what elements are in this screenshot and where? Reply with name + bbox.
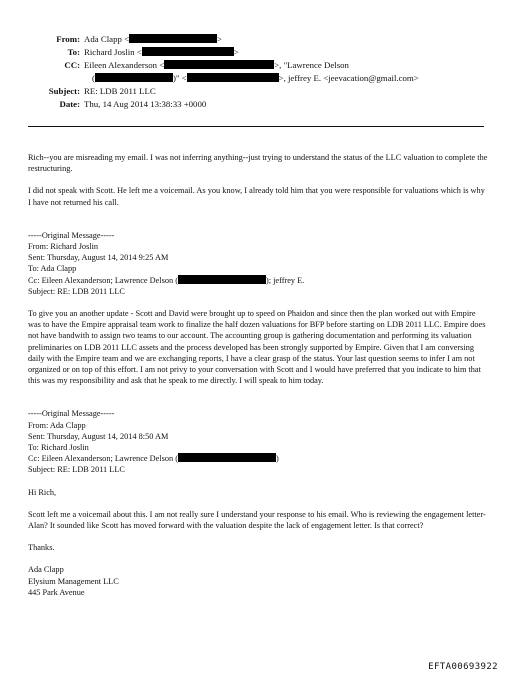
quoted-to: To: Richard Joslin [28, 443, 89, 453]
redaction-bar [129, 34, 217, 43]
quoted-subject: Subject: RE: LDB 2011 LLC [28, 465, 125, 475]
email-header [0, 33, 512, 111]
subject-value: RE: LDB 2011 LLC [84, 86, 156, 96]
from-label: From: [56, 34, 80, 44]
header-subject-row [0, 85, 512, 98]
to-value: Richard Joslin < [84, 47, 142, 57]
header-cc-row-2: ( )" < >, jeffrey E. <jeevacation@gmail.com> [92, 73, 419, 83]
redaction-bar [142, 47, 234, 56]
quoted-from: From: Ada Clapp [28, 420, 86, 430]
body-paragraph: Scott left me a voicemail about this. I am not really sure I understand your response to his email. Who is reviewing the engagement letter-Alan? It sounded like Scott has moved forward with the valuation despite the lack of engagement letter. Is that correct? [28, 509, 486, 531]
quoted-cc: Cc: Eileen Alexanderson; Lawrence Delson ( ); jeffrey E. [28, 275, 305, 285]
original-message-separator: -----Original Message----- [28, 230, 115, 240]
header-from-row: From: Ada Clapp < > [56, 34, 222, 44]
signature-company: Elysium Management LLC [28, 576, 119, 586]
original-message-separator: -----Original Message----- [28, 409, 115, 419]
header-date-row [0, 98, 512, 111]
to-label: To: [67, 47, 80, 57]
quoted-to: To: Ada Clapp [28, 264, 77, 274]
redaction-bar [178, 275, 266, 284]
original-message-1 [28, 230, 488, 387]
from-value: Ada Clapp < [84, 34, 130, 44]
header-to-row: To: Richard Joslin < > [67, 47, 239, 57]
email-body [28, 152, 488, 598]
quoted-sent: Sent: Thursday, August 14, 2014 9:25 AM [28, 253, 169, 263]
header-divider [28, 126, 484, 127]
header-cc-row: CC: Eileen Alexanderson < >, "Lawrence Delson [64, 60, 349, 70]
redaction-bar [187, 73, 279, 82]
quoted-from: From: Richard Joslin [28, 242, 99, 252]
date-label: Date: [59, 99, 80, 109]
redaction-bar [164, 60, 274, 69]
quoted-cc: Cc: Eileen Alexanderson; Lawrence Delson ( ) [28, 454, 279, 464]
cc-value: Eileen Alexanderson < [84, 60, 165, 70]
quoted-subject: Subject: RE: LDB 2011 LLC [28, 286, 125, 296]
original-message-2 [28, 408, 488, 598]
signature-name: Ada Clapp [28, 565, 64, 575]
body-paragraph: I did not speak with Scott. He left me a voicemail. As you know, I already told him that you were responsible for valuations which is why I have not returned his call. [28, 186, 485, 207]
quoted-sent: Sent: Thursday, August 14, 2014 8:50 AM [28, 431, 169, 441]
greeting: Hi Rich, [28, 487, 57, 497]
cc-label: CC: [64, 60, 80, 70]
document-id: EFTA00693922 [428, 662, 498, 672]
body-paragraph: To give you an another update - Scott and David were brought up to speed on Phaidon and since then the plan worked out with Empire was to have the Empire appraisal team work to finalize the half dozen valuations for BFP before starting on LDB 2011 LLC. Empire does not have bandwith to assign two teams to our account. The accounting group is gathering documentation and performing its valuation preliminaries on LDB 2011 LLC assets and the process developed has been strongly supported by Empire. Given that I am conversing daily with the Empire team and we are exchanging reports, I have a clear grasp of the status. Your last question seems to infer I am not organized or on top of this effort. I am not privy to your conversation with Scott and I would have preferred that you indicate to him that this was my responsibility and ask that he speak to me directly. I will speak to him today. [28, 309, 486, 386]
signature-address: 445 Park Avenue [28, 587, 85, 597]
redaction-bar [178, 453, 276, 462]
sign-off: Thanks. [28, 543, 55, 553]
redaction-bar [95, 73, 173, 82]
body-paragraph: Rich--you are misreading my email. I was not inferring anything--just trying to understand the status of the LLC valuation to complete the restructuring. [28, 153, 488, 174]
date-value: Thu, 14 Aug 2014 13:38:33 +0000 [84, 99, 207, 109]
subject-label: Subject: [48, 86, 80, 96]
